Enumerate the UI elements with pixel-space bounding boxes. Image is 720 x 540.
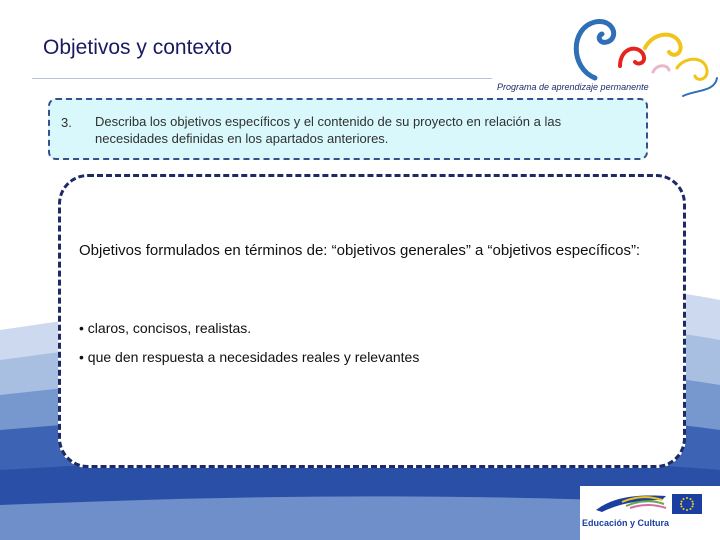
- question-text: Describa los objetivos específicos y el contenido de su proyecto en relación a las necesidades definidas en los apartados anteriores.: [95, 114, 562, 146]
- bullet-item: • claros, concisos, realistas.: [79, 320, 252, 336]
- european-commission-bird-icon: [592, 488, 670, 516]
- eu-flag-icon: [672, 494, 702, 514]
- question-box: [48, 98, 648, 160]
- title-divider: [32, 78, 492, 79]
- education-culture-label: Educación y Cultura: [582, 518, 670, 528]
- slide-title: Objetivos y contexto: [43, 36, 233, 59]
- bullet-item: • que den respuesta a necesidades reales y relevantes: [79, 349, 420, 365]
- question-number: 3.: [61, 115, 72, 130]
- content-box: [58, 174, 686, 468]
- content-heading: Objetivos formulados en términos de: “objetivos generales” a “objetivos específicos”:: [79, 242, 641, 259]
- programme-label: Programa de aprendizaje permanente: [497, 82, 649, 92]
